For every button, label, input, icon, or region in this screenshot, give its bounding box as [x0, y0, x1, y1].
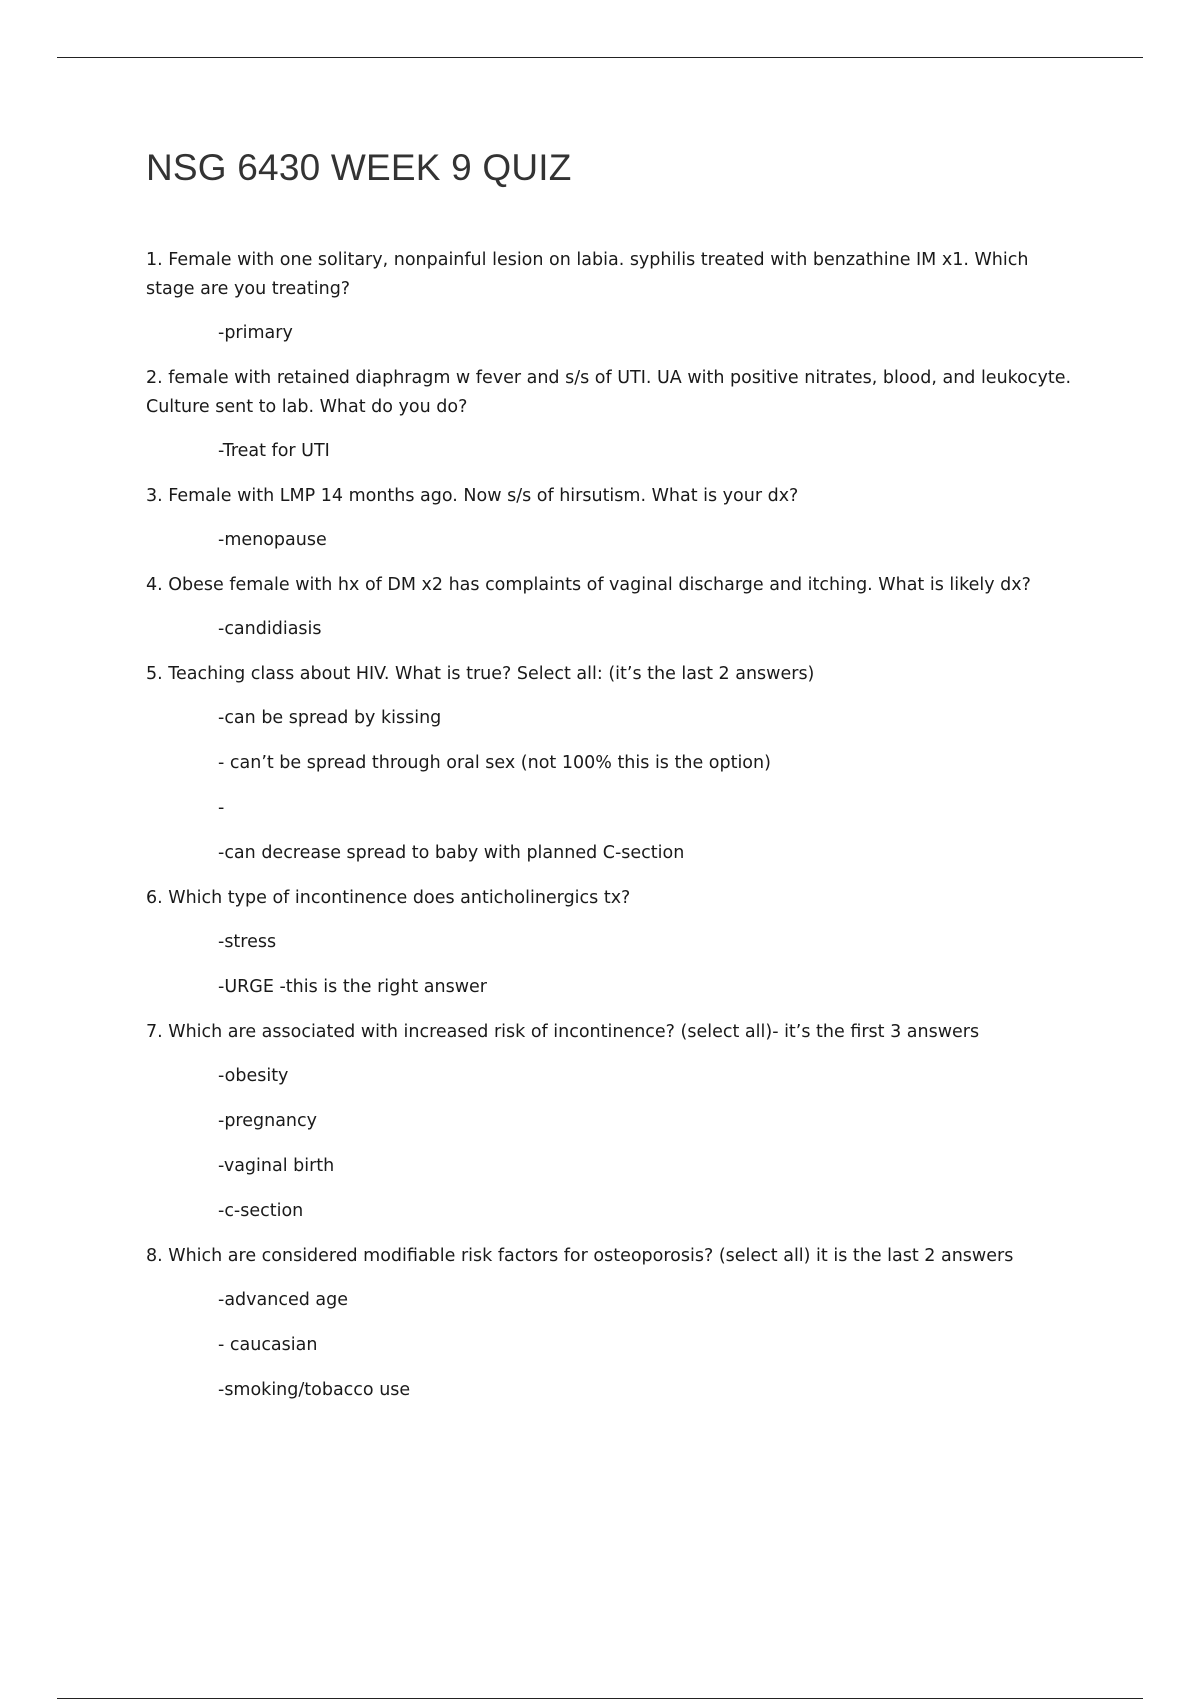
question-text: 4. Obese female with hx of DM x2 has complaints of vaginal discharge and itching. What is likely dx? [146, 575, 1031, 595]
question-8 [146, 1242, 1076, 1405]
question-2 [146, 364, 1076, 466]
question-5 [146, 660, 1076, 868]
answer-option: -vaginal birth [218, 1156, 335, 1176]
question-3 [146, 482, 1076, 555]
bottom-rule [57, 1698, 1143, 1699]
answer-option: -smoking/tobacco use [218, 1380, 411, 1400]
answer-option: - [218, 798, 225, 818]
question-text: 2. female with retained diaphragm w fever and s/s of UTI. UA with positive nitrates, blood, and leukocyte. Culture sent to lab. What do you do? [146, 368, 1072, 417]
question-text: 1. Female with one solitary, nonpainful lesion on labia. syphilis treated with benzathine IM x1. Which stage are you treating? [146, 250, 1029, 299]
answer-option: -Treat for UTI [218, 441, 330, 461]
answer-option: - caucasian [218, 1335, 318, 1355]
question-text: 8. Which are considered modifiable risk factors for osteoporosis? (select all) it is the last 2 answers [146, 1246, 1014, 1266]
question-text: 3. Female with LMP 14 months ago. Now s/s of hirsutism. What is your dx? [146, 486, 799, 506]
document-page [146, 146, 1076, 1421]
answer-option: -URGE -this is the right answer [218, 977, 487, 997]
question-6 [146, 884, 1076, 1002]
question-1 [146, 246, 1076, 348]
question-4 [146, 571, 1076, 644]
document-title: NSG 6430 WEEK 9 QUIZ [146, 147, 572, 188]
answer-option: -menopause [218, 530, 327, 550]
answer-option: -primary [218, 323, 293, 343]
answer-option: -obesity [218, 1066, 289, 1086]
top-rule [57, 57, 1143, 58]
question-7 [146, 1018, 1076, 1226]
answer-option: -stress [218, 932, 277, 952]
question-text: 5. Teaching class about HIV. What is true? Select all: (it’s the last 2 answers) [146, 664, 815, 684]
answer-option: - can’t be spread through oral sex (not 100% this is the option) [218, 753, 771, 773]
answer-option: -candidiasis [218, 619, 322, 639]
question-text: 6. Which type of incontinence does anticholinergics tx? [146, 888, 631, 908]
answer-option: -advanced age [218, 1290, 348, 1310]
answer-option: -pregnancy [218, 1111, 317, 1131]
answer-option: -can be spread by kissing [218, 708, 442, 728]
answer-option: -c-section [218, 1201, 304, 1221]
question-text: 7. Which are associated with increased risk of incontinence? (select all)- it’s the first 3 answers [146, 1022, 980, 1042]
answer-option: -can decrease spread to baby with planned C-section [218, 843, 685, 863]
